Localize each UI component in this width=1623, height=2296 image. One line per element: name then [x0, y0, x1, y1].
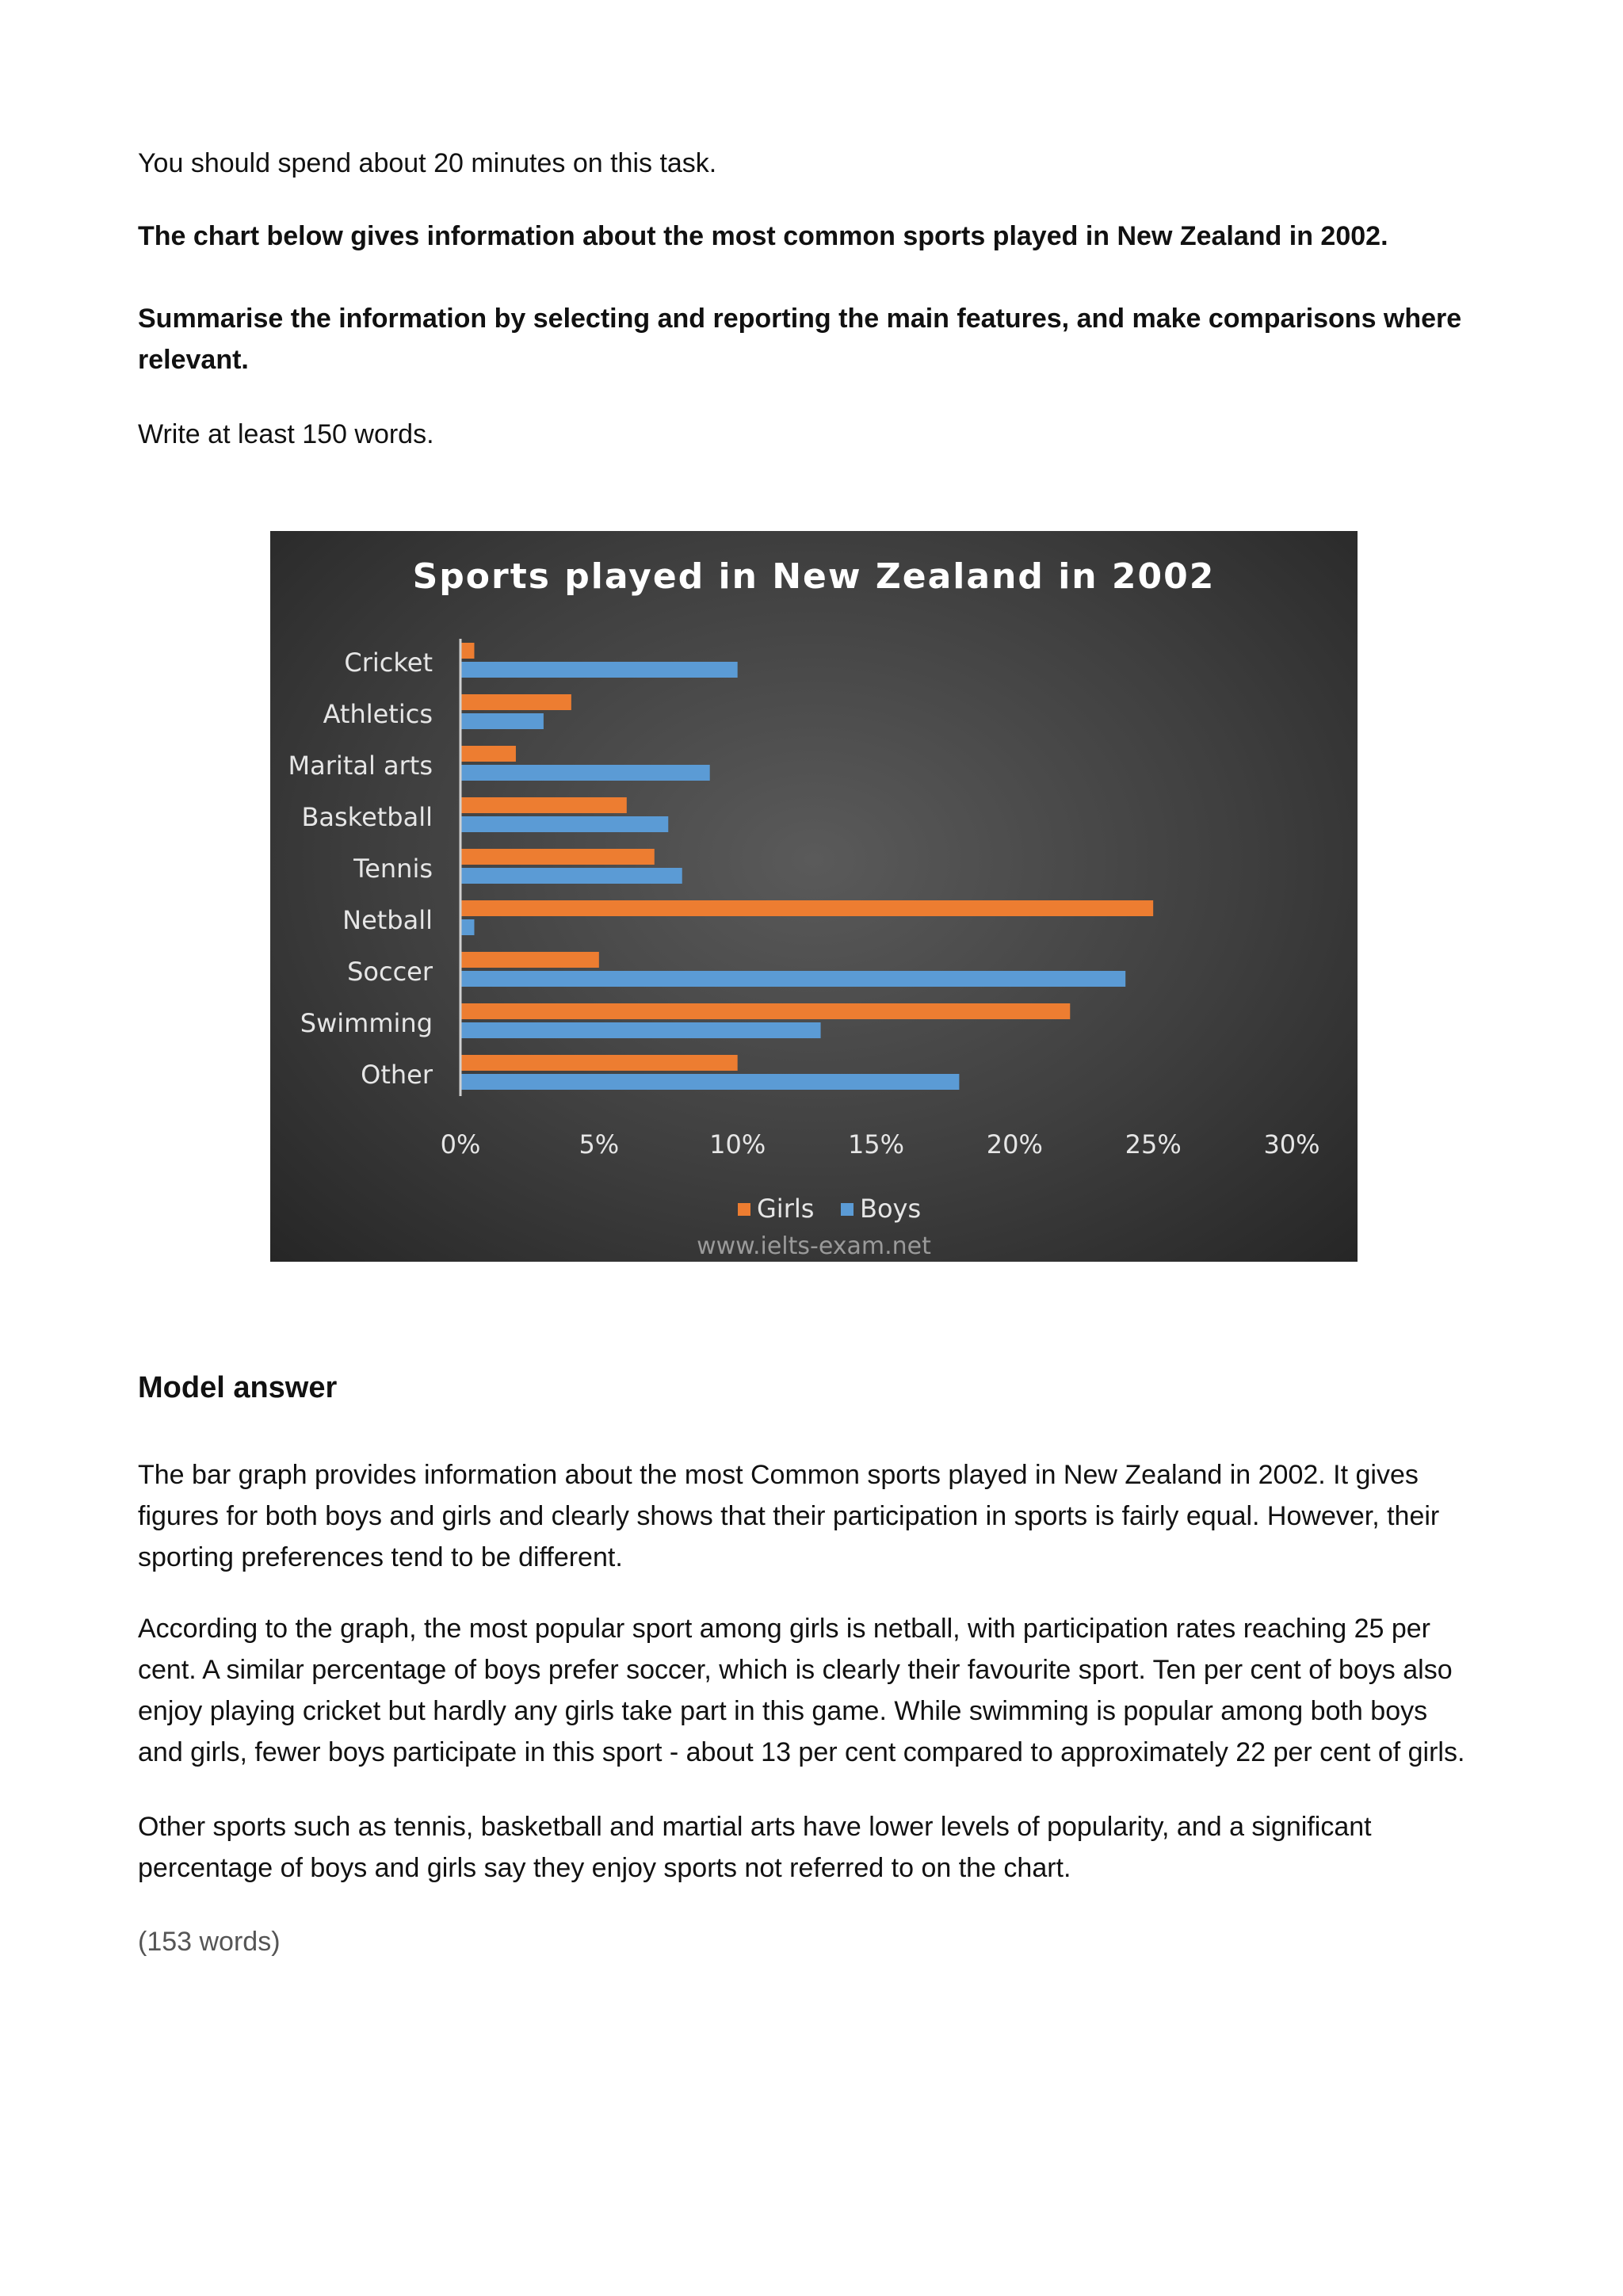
bar-boys — [460, 713, 544, 729]
x-tick-label: 20% — [986, 1129, 1043, 1159]
x-tick-label: 25% — [1125, 1129, 1182, 1159]
bar-boys — [460, 1022, 821, 1038]
category-label: Other — [361, 1060, 433, 1090]
category-label: Swimming — [300, 1008, 433, 1038]
bar-boys — [460, 1074, 959, 1090]
bar-boys — [460, 868, 682, 884]
word-count: (153 words) — [138, 1927, 281, 1957]
legend-label-boys: Boys — [860, 1194, 922, 1224]
category-label: Soccer — [347, 957, 433, 987]
time-instruction: You should spend about 20 minutes on this task. — [138, 148, 717, 178]
bar-boys — [460, 662, 738, 678]
x-tick-label: 10% — [709, 1129, 766, 1159]
answer-line: percentage of boys and girls say they enjoy sports not referred to on the chart. — [138, 1853, 1071, 1883]
bar-girls — [460, 849, 655, 865]
x-tick-label: 15% — [847, 1129, 905, 1159]
answer-line: Other sports such as tennis, basketball and martial arts have lower levels of popularity, and a significant — [138, 1812, 1372, 1842]
answer-line: The bar graph provides information about the most Common sports played in New Zealand in 2002. It gives — [138, 1460, 1419, 1490]
bar-girls — [460, 1055, 738, 1071]
answer-line: enjoy playing cricket but hardly any girls take part in this game. While swimming is popular among both boys — [138, 1696, 1428, 1726]
chart-svg — [270, 531, 1358, 1262]
bar-girls — [460, 900, 1153, 916]
watermark: www.ielts-exam.net — [697, 1232, 931, 1260]
task-description: The chart below gives information about the most common sports played in New Zealand in 2002. — [138, 221, 1388, 251]
model-answer-heading: Model answer — [138, 1371, 338, 1404]
bar-girls — [460, 643, 474, 659]
category-label: Marital arts — [288, 751, 433, 781]
legend-swatch-girls — [738, 1203, 750, 1216]
category-label: Cricket — [344, 648, 433, 678]
answer-line: cent. A similar percentage of boys prefer soccer, which is clearly their favourite sport. Ten per cent of boys also — [138, 1655, 1453, 1685]
category-label: Basketball — [301, 802, 433, 832]
bar-boys — [460, 919, 474, 935]
x-tick-label: 0% — [440, 1129, 481, 1159]
bar-boys — [460, 765, 710, 781]
bar-chart — [270, 531, 1358, 1262]
bar-girls — [460, 1003, 1070, 1019]
bar-girls — [460, 746, 516, 762]
task-instruction: Summarise the information by selecting and reporting the main features, and make comparisons where relevant. — [138, 304, 1462, 375]
answer-line: sporting preferences tend to be different. — [138, 1542, 623, 1572]
bar-boys — [460, 816, 668, 832]
legend-label-girls: Girls — [757, 1194, 815, 1224]
answer-line: and girls, fewer boys participate in this sport - about 13 per cent compared to approximately 22 per cent of girls. — [138, 1737, 1465, 1767]
legend-swatch-boys — [841, 1203, 854, 1216]
bar-girls — [460, 952, 599, 968]
category-label: Netball — [342, 905, 433, 935]
bar-girls — [460, 797, 627, 813]
chart-title: Sports played in New Zealand in 2002 — [412, 556, 1216, 597]
category-label: Athletics — [323, 699, 433, 729]
x-tick-label: 30% — [1263, 1129, 1320, 1159]
x-tick-label: 5% — [579, 1129, 620, 1159]
bar-girls — [460, 694, 571, 710]
category-label: Tennis — [353, 854, 433, 884]
answer-line: figures for both boys and girls and clearly shows that their participation in sports is fairly equal. However, their — [138, 1501, 1440, 1531]
bar-boys — [460, 971, 1125, 987]
answer-line: According to the graph, the most popular sport among girls is netball, with participation rates reaching 25 per — [138, 1614, 1431, 1644]
word-limit: Write at least 150 words. — [138, 419, 434, 449]
